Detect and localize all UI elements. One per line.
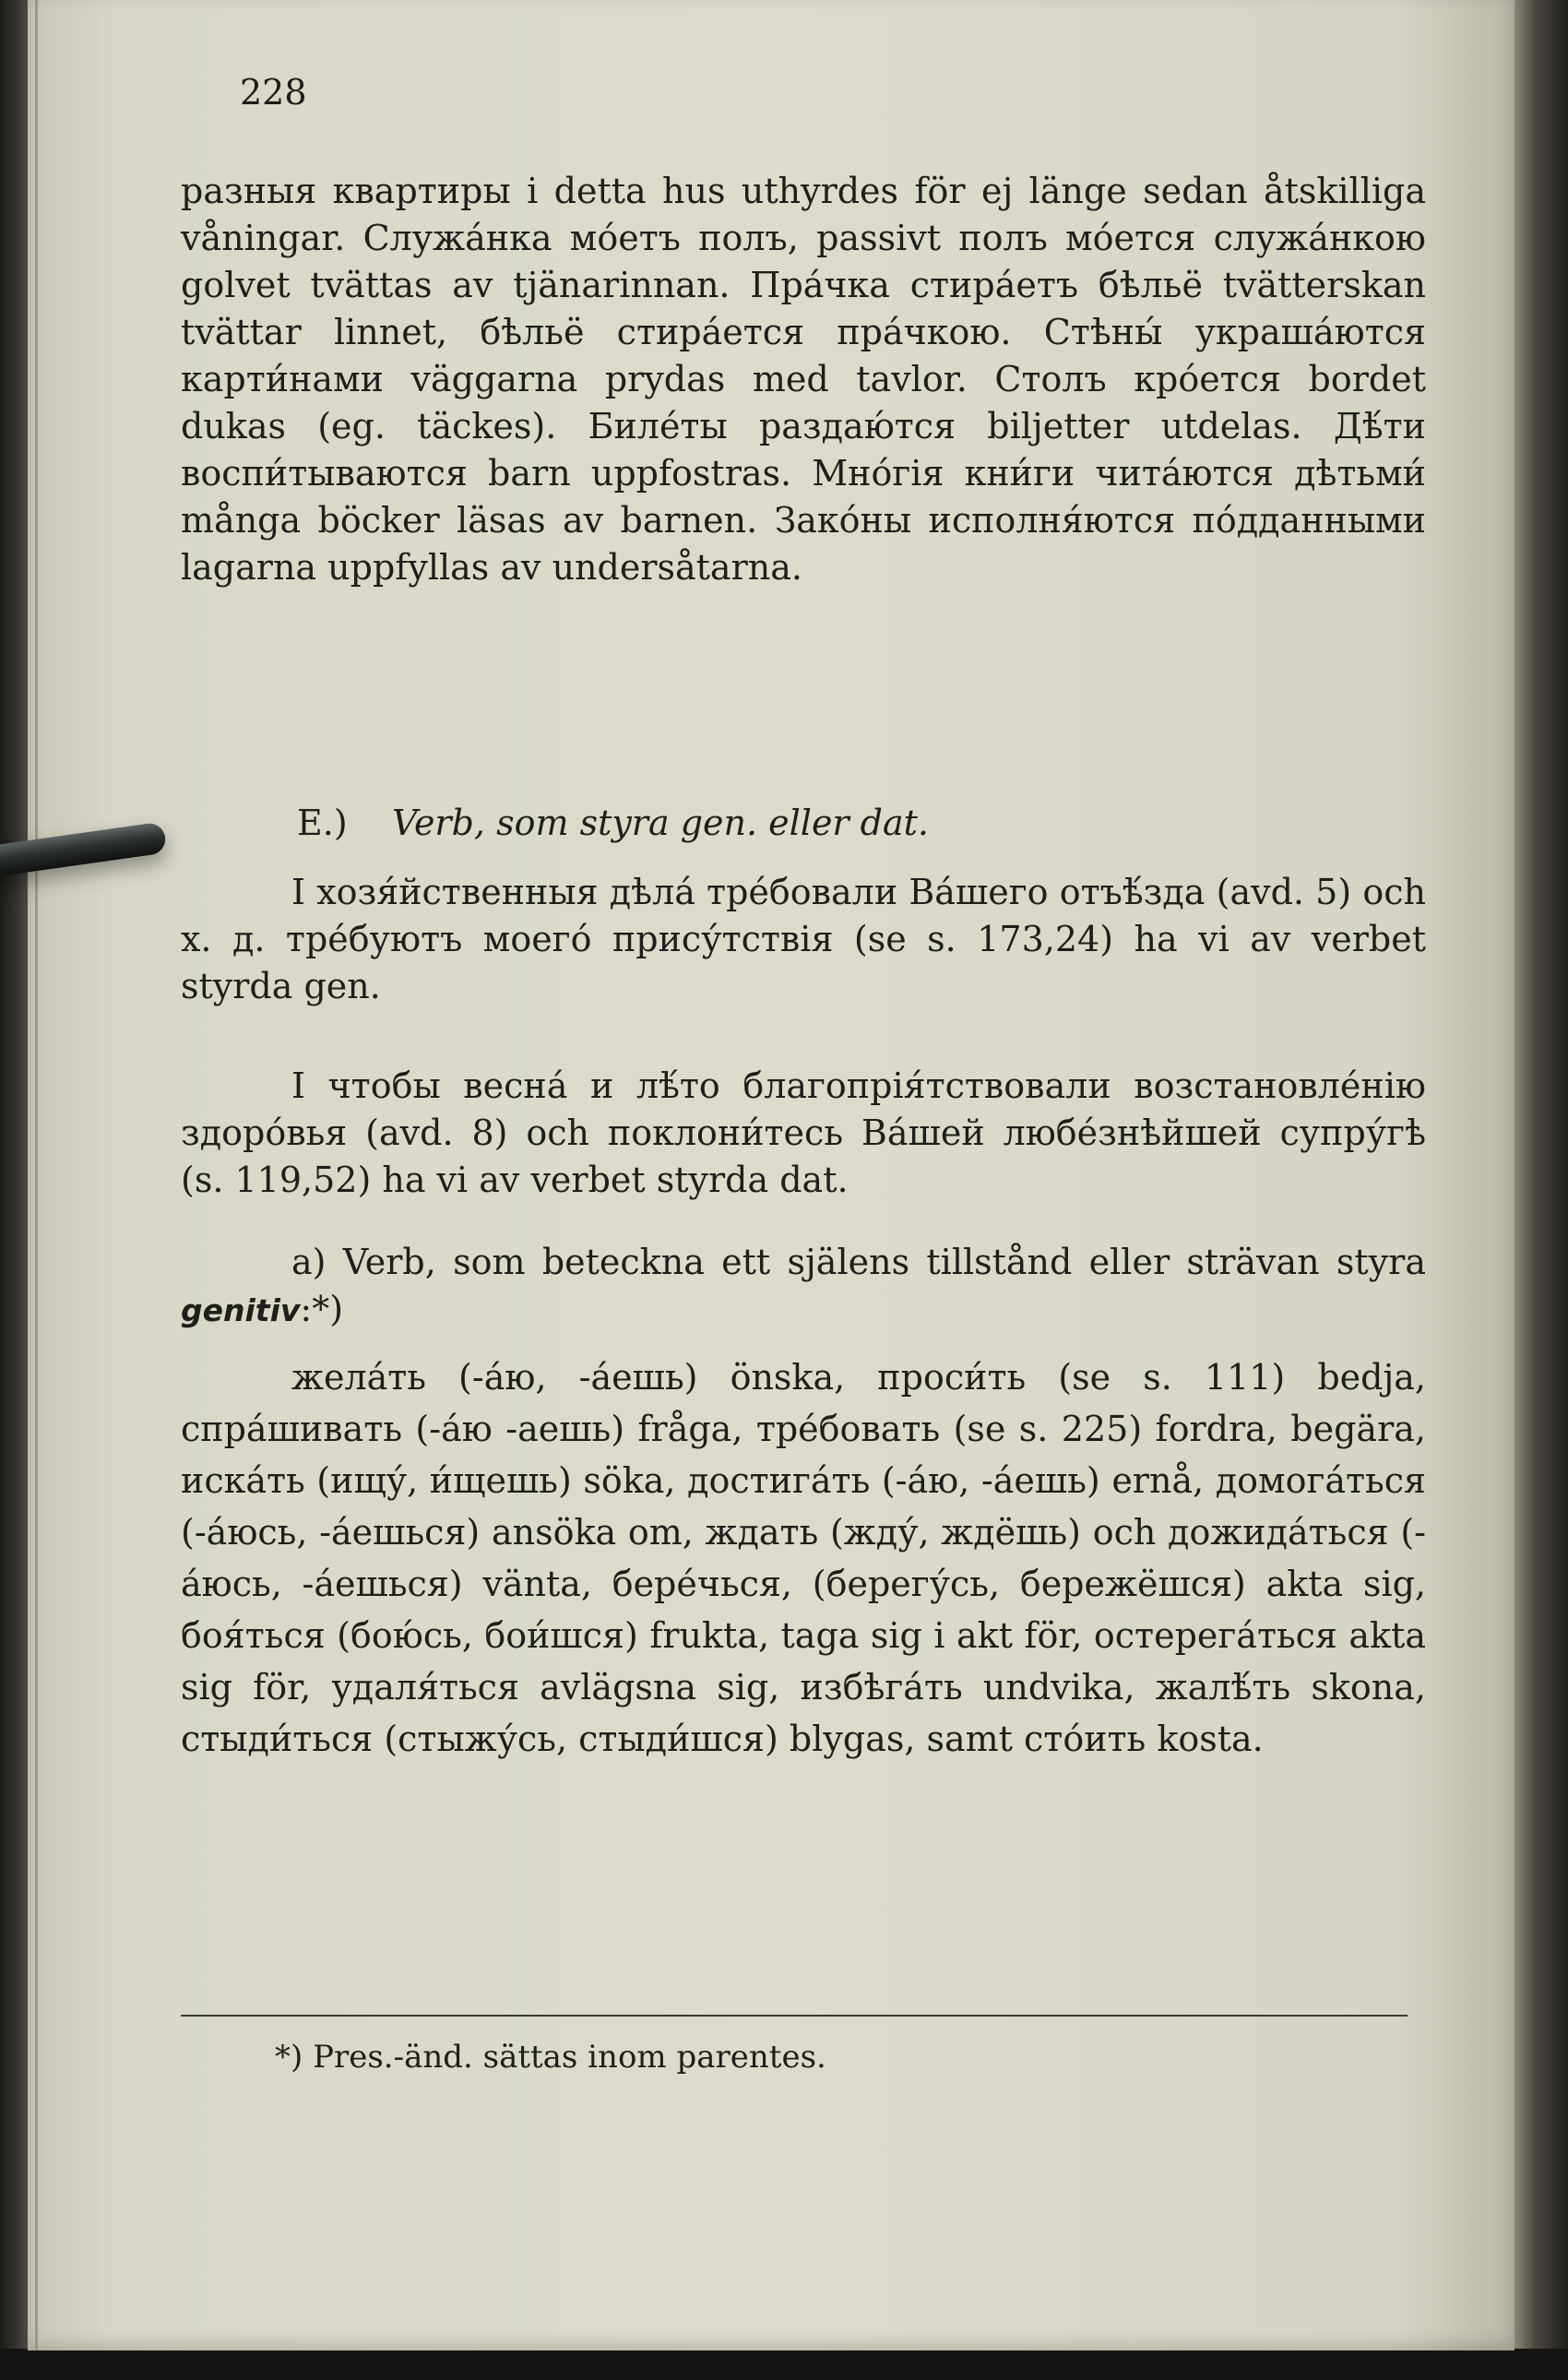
paragraph-5: жела́ть (-а́ю, -а́ешь) önska, проси́ть (se s. 111) bedja, спра́шивать (-а́ю -аешь) fråga, тре́бовать (se s. 225) fordra, begära, иска́ть (ищу́, и́щешь) söka, достига́ть (-а́ю, -а́ешь) ernå, домога́ться (-а́юсь, -а́ешься) ansöka om, ждать (жду́, ждёшь) och дожида́ться (-а́юсь, -а́ешься) vänta, бере́чься, (берегу́сь, бережёшся) akta sig, боя́ться (бою́сь, бои́шся) frukta, taga sig i akt för, остерега́ться akta sig för, удаля́ться avlägsna sig, избѣга́ть undvika, жалѣ́ть skona, стыди́ться (стыжу́сь, стыди́шся) blygas, samt сто́ить kosta. xyxy=(181,1357,1426,1759)
section-heading xyxy=(297,803,929,843)
scan-background-right xyxy=(1513,0,1568,2380)
book-page xyxy=(28,0,1515,2350)
paragraph-4-prefix: a) Verb, som beteckna ett själens tillstånd eller strävan styra xyxy=(291,1242,1426,1282)
paragraph-3: I чтобы весна́ и лѣ́то благопрія́тствовали возстановле́нію здоро́вья (avd. 8) och поклони́тесь Ва́шей любе́знѣйшей супру́гѣ (s. 119,52) ha vi av verbet styrda dat. xyxy=(181,1065,1426,1200)
paragraph-4-term: genitiv xyxy=(181,1292,301,1328)
section-heading-label: E.) xyxy=(297,803,348,843)
scan-background-left xyxy=(0,0,31,2380)
paragraph-1: разныя квартиры i detta hus uthyrdes för ej länge sedan åtskilliga våningar. Служа́нка мо́етъ полъ, passivt полъ мо́ется служа́нкою golvet tvättas av tjänarinnan. Пра́чка стира́етъ бѣльё tvätterskan tvättar linnet, бѣльё стира́ется пра́чкою. Стѣны́ украша́ются карти́нами väggarna prydas med tavlor. Столъ кро́ется bordet dukas (eg. täckes). Биле́ты раздаю́тся biljetter utdelas. Дѣ́ти воспи́тываются barn uppfostras. Мно́гія кни́ги чита́ются дѣтьми́ många böcker läsas av barnen. Зако́ны исполня́ются по́дданными lagarna uppfyllas av undersåtarna. xyxy=(181,171,1426,588)
page-number: 228 xyxy=(240,72,307,113)
paragraph-2: I хозя́йственныя дѣла́ тре́бовали Ва́шего отъѣ́зда (avd. 5) och x. д. тре́буютъ моего́ прису́тствія (se s. 173,24) ha vi av verbet styrda gen. xyxy=(181,872,1426,1006)
paragraph-4-suffix: :*) xyxy=(300,1289,344,1329)
footnote-rule xyxy=(181,2015,1408,2017)
scan-background-bottom xyxy=(0,2349,1568,2380)
section-heading-title: Verb, som styra gen. eller dat. xyxy=(391,803,930,843)
footnote: *) Pres.-änd. sättas inom parentes. xyxy=(275,2039,826,2076)
page-gutter xyxy=(35,0,38,2350)
paragraph-4 xyxy=(181,1239,1426,1334)
